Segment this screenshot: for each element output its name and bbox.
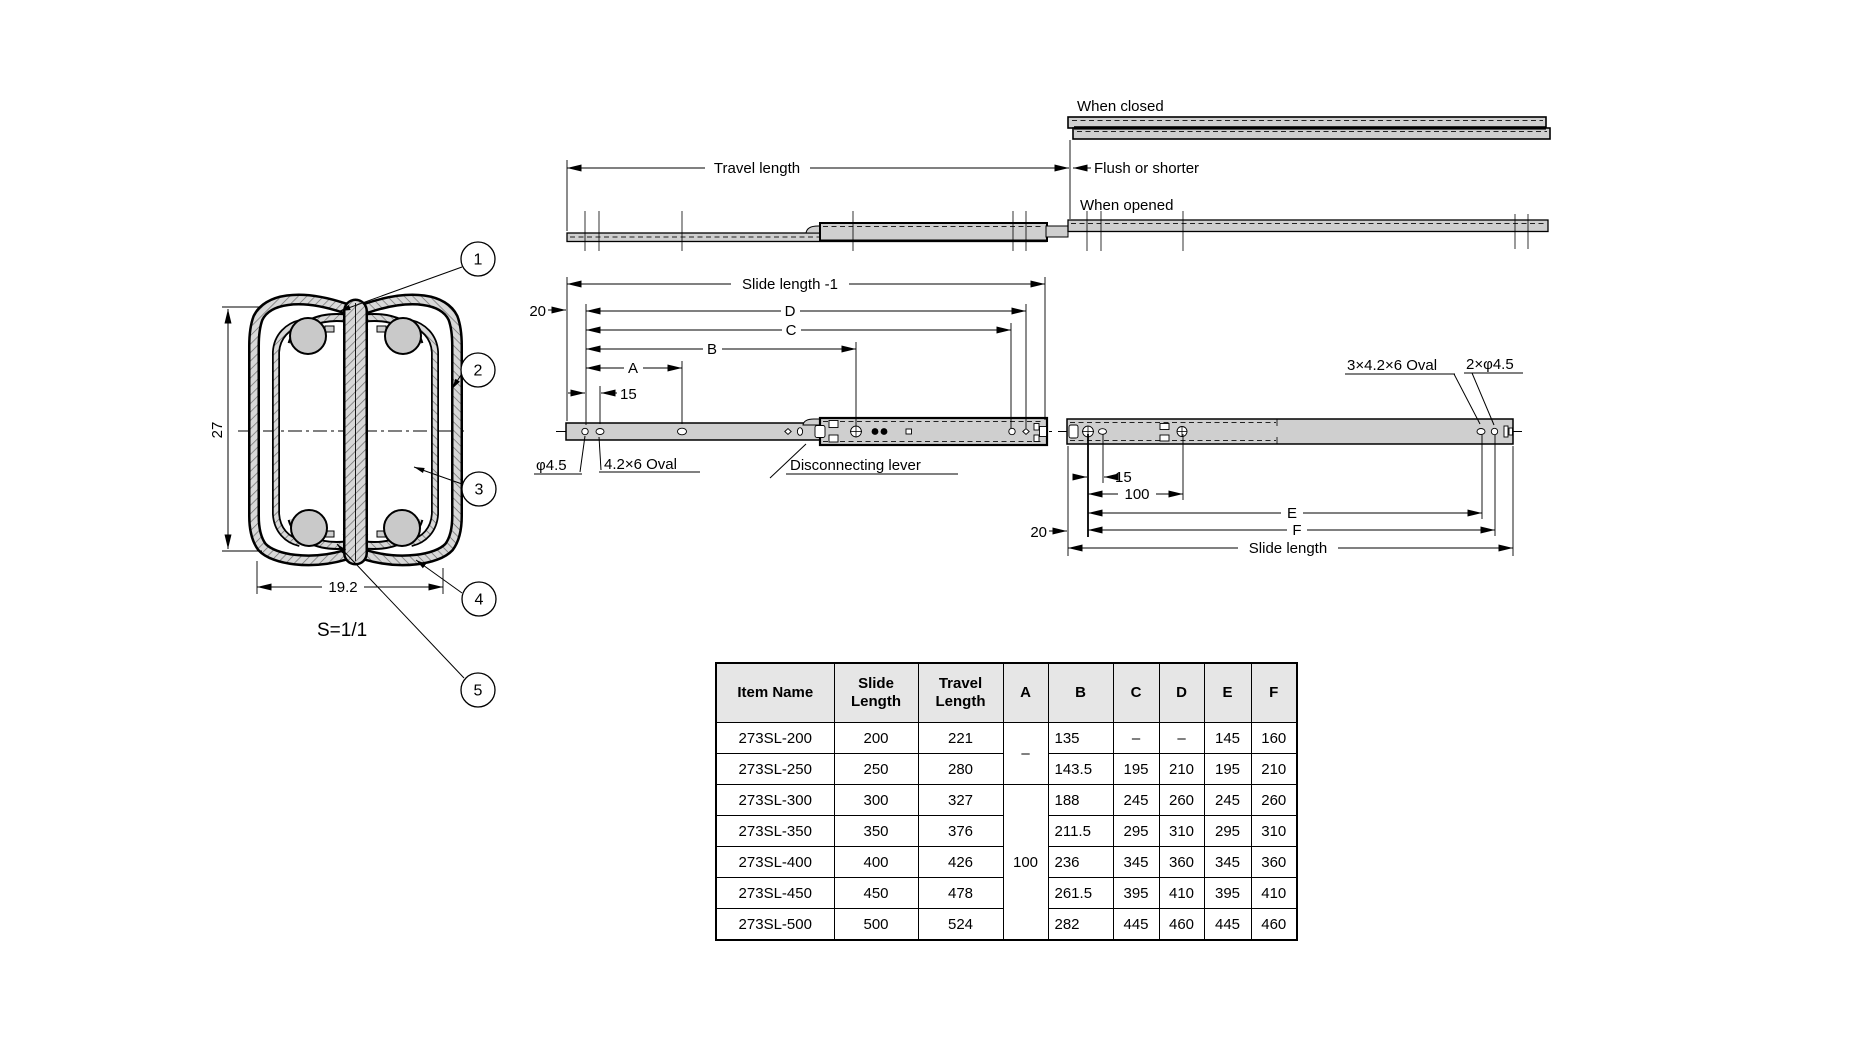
table-row bbox=[716, 723, 1297, 754]
rivet bbox=[872, 428, 879, 435]
dim-100: 100 bbox=[1124, 486, 1150, 503]
oval-hole bbox=[596, 429, 604, 435]
round-hole bbox=[582, 428, 588, 434]
clip-detail bbox=[829, 421, 838, 428]
cell-f: 410 bbox=[1251, 878, 1297, 909]
col-header-slide-length: Slide Length bbox=[834, 663, 918, 723]
dim-a: A bbox=[627, 360, 639, 377]
cell-d: 260 bbox=[1159, 785, 1204, 816]
cell-travel: 376 bbox=[918, 816, 1003, 847]
rivet bbox=[881, 428, 888, 435]
col-header-f: F bbox=[1251, 663, 1297, 723]
table-header-row bbox=[716, 663, 1297, 723]
section-height-dim: 27 bbox=[209, 421, 226, 439]
col-header-e: E bbox=[1204, 663, 1251, 723]
slot-hole bbox=[797, 428, 802, 436]
cell-slide: 350 bbox=[834, 816, 918, 847]
opened-slide-view bbox=[567, 197, 1548, 251]
round-hole bbox=[1491, 428, 1497, 434]
oval-hole-label: 4.2×6 Oval bbox=[604, 456, 677, 473]
dim-20-right: 20 bbox=[1030, 524, 1047, 541]
square-hole bbox=[906, 429, 912, 434]
callout-balloons bbox=[461, 242, 496, 707]
cell-travel: 478 bbox=[918, 878, 1003, 909]
when-opened-label: When opened bbox=[1080, 197, 1174, 214]
cell-c: 445 bbox=[1113, 909, 1159, 941]
clip-detail bbox=[1160, 424, 1169, 430]
end-clip bbox=[1040, 427, 1047, 437]
col-header-item-name: Item Name bbox=[716, 663, 834, 723]
callout-4: 4 bbox=[474, 591, 484, 609]
closed-rail-seam bbox=[1074, 126, 1546, 129]
cell-c: 245 bbox=[1113, 785, 1159, 816]
cell-b: 211.5 bbox=[1048, 816, 1113, 847]
cell-e: 395 bbox=[1204, 878, 1251, 909]
outer-member-drawing bbox=[1058, 419, 1523, 444]
cell-b: 236 bbox=[1048, 847, 1113, 878]
phi45-label: φ4.5 bbox=[536, 457, 567, 474]
cell-f: 360 bbox=[1251, 847, 1297, 878]
cell-b: 188 bbox=[1048, 785, 1113, 816]
cell-c: 345 bbox=[1113, 847, 1159, 878]
clip-detail bbox=[829, 435, 838, 442]
intermediate-channel bbox=[276, 323, 301, 543]
opened-lever-bump bbox=[806, 226, 820, 233]
cell-f: 460 bbox=[1251, 909, 1297, 941]
round-hole bbox=[1009, 428, 1015, 434]
dim-b: B bbox=[706, 341, 718, 358]
table-row bbox=[716, 785, 1297, 816]
cell-e: 145 bbox=[1204, 723, 1251, 754]
end-detail bbox=[1504, 426, 1508, 437]
cell-item: 273SL-500 bbox=[716, 909, 834, 941]
phi45x2-label: 2×φ4.5 bbox=[1466, 356, 1514, 373]
cell-c: – bbox=[1113, 723, 1159, 754]
dim-15-left: 15 bbox=[620, 386, 637, 403]
cell-travel: 221 bbox=[918, 723, 1003, 754]
ball-bearing bbox=[290, 318, 326, 354]
col-header-a: A bbox=[1003, 663, 1048, 723]
cell-item: 273SL-350 bbox=[716, 816, 834, 847]
travel-length-dimension bbox=[567, 140, 1199, 231]
cell-d: 410 bbox=[1159, 878, 1204, 909]
cell-f: 160 bbox=[1251, 723, 1297, 754]
cell-travel: 280 bbox=[918, 754, 1003, 785]
cross-section-view bbox=[209, 242, 496, 707]
cell-slide: 450 bbox=[834, 878, 918, 909]
clip-detail bbox=[1160, 435, 1169, 441]
cell-item: 273SL-450 bbox=[716, 878, 834, 909]
cell-d: 310 bbox=[1159, 816, 1204, 847]
opened-outer-rail bbox=[1068, 220, 1548, 232]
when-closed-label: When closed bbox=[1077, 98, 1164, 115]
cell-c: 195 bbox=[1113, 754, 1159, 785]
callout-5: 5 bbox=[473, 682, 483, 700]
cell-b: 143.5 bbox=[1048, 754, 1113, 785]
col-header-d: D bbox=[1159, 663, 1204, 723]
cell-a-group: 100 bbox=[1003, 785, 1048, 941]
cell-b: 261.5 bbox=[1048, 878, 1113, 909]
cell-d: – bbox=[1159, 723, 1204, 754]
ball-bearing bbox=[291, 510, 327, 546]
travel-length-label: Travel length bbox=[713, 160, 801, 177]
cell-d: 210 bbox=[1159, 754, 1204, 785]
cell-slide: 250 bbox=[834, 754, 918, 785]
cell-e: 245 bbox=[1204, 785, 1251, 816]
cell-d: 460 bbox=[1159, 909, 1204, 941]
end-clip bbox=[1034, 424, 1039, 431]
cell-d: 360 bbox=[1159, 847, 1204, 878]
cell-item: 273SL-300 bbox=[716, 785, 834, 816]
inner-member-dimensions bbox=[529, 276, 1045, 478]
end-detail bbox=[1509, 428, 1513, 435]
oval3-label: 3×4.2×6 Oval bbox=[1347, 357, 1438, 374]
dim-15-right: 15 bbox=[1115, 469, 1132, 486]
scale-label: S=1/1 bbox=[317, 620, 368, 641]
cell-item: 273SL-400 bbox=[716, 847, 834, 878]
outer-member-dimensions bbox=[1030, 356, 1523, 557]
cell-f: 210 bbox=[1251, 754, 1297, 785]
cell-b: 282 bbox=[1048, 909, 1113, 941]
closed-lower-rail bbox=[1073, 128, 1550, 139]
cell-f: 260 bbox=[1251, 785, 1297, 816]
disconnecting-lever-label: Disconnecting lever bbox=[790, 457, 921, 474]
cell-c: 295 bbox=[1113, 816, 1159, 847]
cell-item: 273SL-250 bbox=[716, 754, 834, 785]
cell-f: 310 bbox=[1251, 816, 1297, 847]
cell-travel: 327 bbox=[918, 785, 1003, 816]
cell-slide: 200 bbox=[834, 723, 918, 754]
end-clip bbox=[1034, 435, 1039, 442]
dim-f: F bbox=[1292, 522, 1302, 539]
inner-member-drawing bbox=[556, 418, 1056, 445]
cell-slide: 300 bbox=[834, 785, 918, 816]
dim-d: D bbox=[784, 303, 796, 320]
cell-item: 273SL-200 bbox=[716, 723, 834, 754]
section-left-half bbox=[254, 300, 352, 561]
closed-slide-view bbox=[1068, 98, 1550, 139]
end-clip bbox=[1069, 425, 1078, 438]
callout-1: 1 bbox=[473, 251, 483, 269]
cell-e: 445 bbox=[1204, 909, 1251, 941]
dim-e: E bbox=[1286, 505, 1298, 522]
col-header-b: B bbox=[1048, 663, 1113, 723]
flush-or-shorter-label: Flush or shorter bbox=[1094, 160, 1200, 177]
opened-step bbox=[1046, 226, 1068, 237]
oval-hole bbox=[1477, 429, 1485, 435]
col-header-travel-length: Travel Length bbox=[918, 663, 1003, 723]
cell-b: 135 bbox=[1048, 723, 1113, 754]
disconnect-lever bbox=[803, 419, 820, 425]
cell-slide: 400 bbox=[834, 847, 918, 878]
cell-a-group: – bbox=[1003, 723, 1048, 785]
section-width-dim: 19.2 bbox=[328, 579, 358, 596]
cell-travel: 524 bbox=[918, 909, 1003, 941]
dim-20-left: 20 bbox=[529, 303, 546, 320]
slide-length-label: Slide length bbox=[1248, 540, 1328, 557]
cell-e: 295 bbox=[1204, 816, 1251, 847]
cell-e: 345 bbox=[1204, 847, 1251, 878]
cell-e: 195 bbox=[1204, 754, 1251, 785]
cell-slide: 500 bbox=[834, 909, 918, 941]
callout-3: 3 bbox=[474, 481, 484, 499]
oval-hole bbox=[1099, 429, 1107, 435]
oval-hole bbox=[678, 428, 687, 435]
slide-length-minus1-label: Slide length -1 bbox=[742, 276, 838, 293]
specification-table bbox=[715, 662, 1298, 941]
callout-2: 2 bbox=[473, 362, 483, 380]
cell-c: 395 bbox=[1113, 878, 1159, 909]
cell-travel: 426 bbox=[918, 847, 1003, 878]
lever-detail bbox=[815, 426, 825, 438]
dim-c: C bbox=[785, 322, 797, 339]
col-header-c: C bbox=[1113, 663, 1159, 723]
